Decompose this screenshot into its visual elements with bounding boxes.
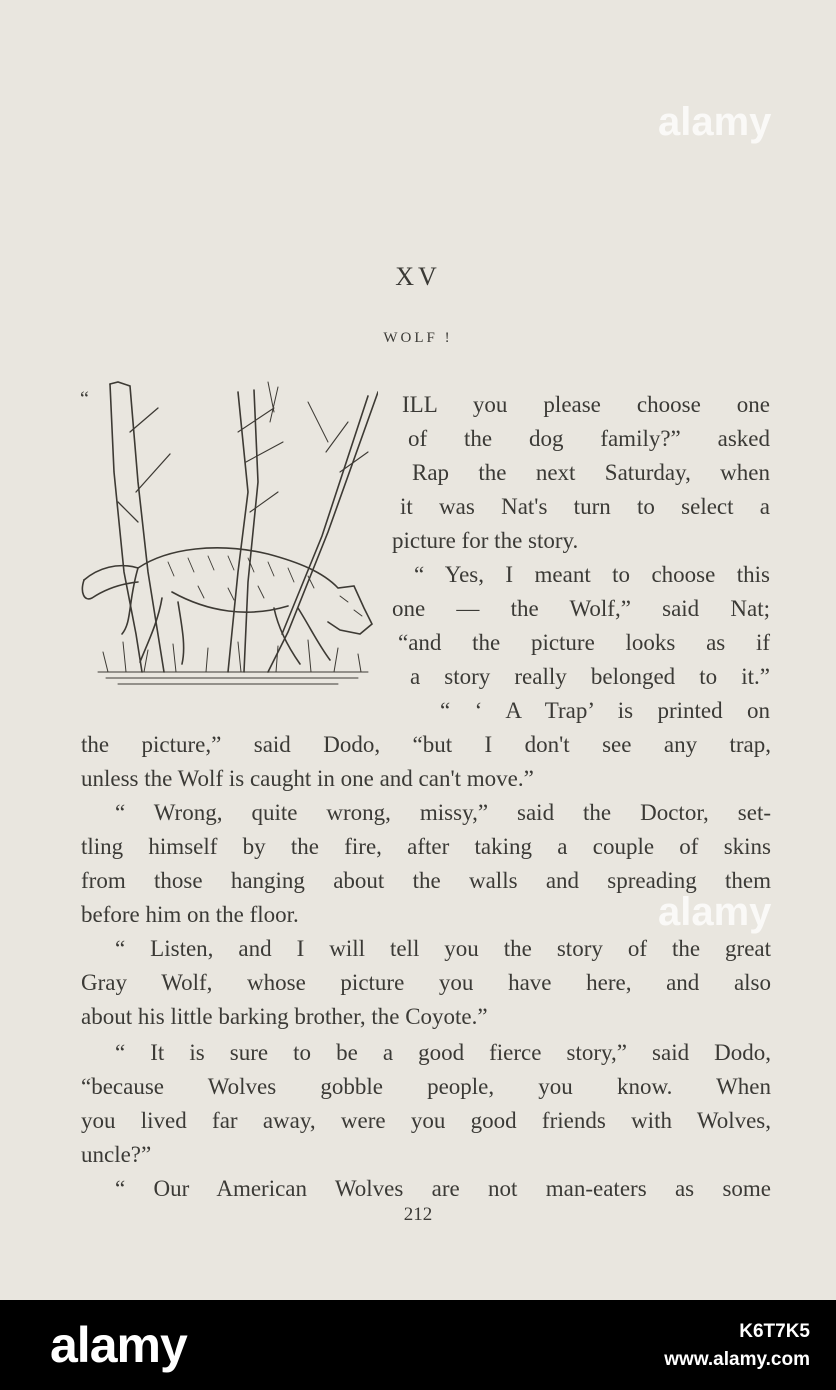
watermark-top-right: alamy — [658, 100, 772, 144]
text-line: Gray Wolf, whose picture you have here, and also — [81, 970, 771, 995]
image-reference — [664, 1318, 810, 1374]
text-line: “because Wolves gobble people, you know. When — [81, 1074, 771, 1099]
alamy-logo: alamy — [50, 1317, 187, 1373]
wolf-illustration — [78, 372, 378, 697]
initial-open-quote: “ — [80, 388, 89, 410]
text-line: ILL you please choose one — [402, 392, 770, 417]
text-line: before him on the floor. — [81, 902, 299, 927]
watermark-lower-right: alamy — [658, 890, 772, 934]
text-line: “ ‘ A Trap’ is printed on — [440, 698, 770, 723]
text-line: unless the Wolf is caught in one and can't move.” — [81, 766, 534, 791]
site-url: www.alamy.com — [664, 1349, 810, 1370]
text-line: Rap the next Saturday, when — [412, 460, 770, 485]
text-line: uncle?” — [81, 1142, 152, 1167]
text-line: one — the Wolf,” said Nat; — [392, 596, 770, 621]
chapter-title: WOLF ! — [383, 330, 453, 346]
text-line: the picture,” said Dodo, “but I don't see any trap, — [81, 732, 771, 757]
text-line: it was Nat's turn to select a — [400, 494, 770, 519]
text-line: picture for the story. — [392, 528, 579, 553]
text-line: of the dog family?” asked — [408, 426, 770, 451]
image-id: K6T7K5 — [739, 1321, 810, 1342]
text-line: tling himself by the fire, after taking a couple of skins — [81, 834, 771, 859]
chapter-number: XV — [395, 262, 441, 291]
text-line: “ Yes, I meant to choose this — [414, 562, 770, 587]
text-line: a story really belonged to it.” — [410, 664, 770, 689]
text-line: “ Wrong, quite wrong, missy,” said the Doctor, set- — [115, 800, 771, 825]
text-line: you lived far away, were you good friends with Wolves, — [81, 1108, 771, 1133]
text-line: from those hanging about the walls and spreading them — [81, 868, 771, 893]
text-line: “ It is sure to be a good fierce story,” said Dodo, — [115, 1040, 771, 1065]
text-line: “ Listen, and I will tell you the story of the great — [115, 936, 771, 961]
page-number: 212 — [403, 1204, 433, 1225]
stock-footer-bar — [0, 1300, 836, 1390]
text-line: about his little barking brother, the Coyote.” — [81, 1004, 488, 1029]
text-line: “and the picture looks as if — [398, 630, 770, 655]
text-line: “ Our American Wolves are not man-eaters as some — [115, 1176, 771, 1201]
